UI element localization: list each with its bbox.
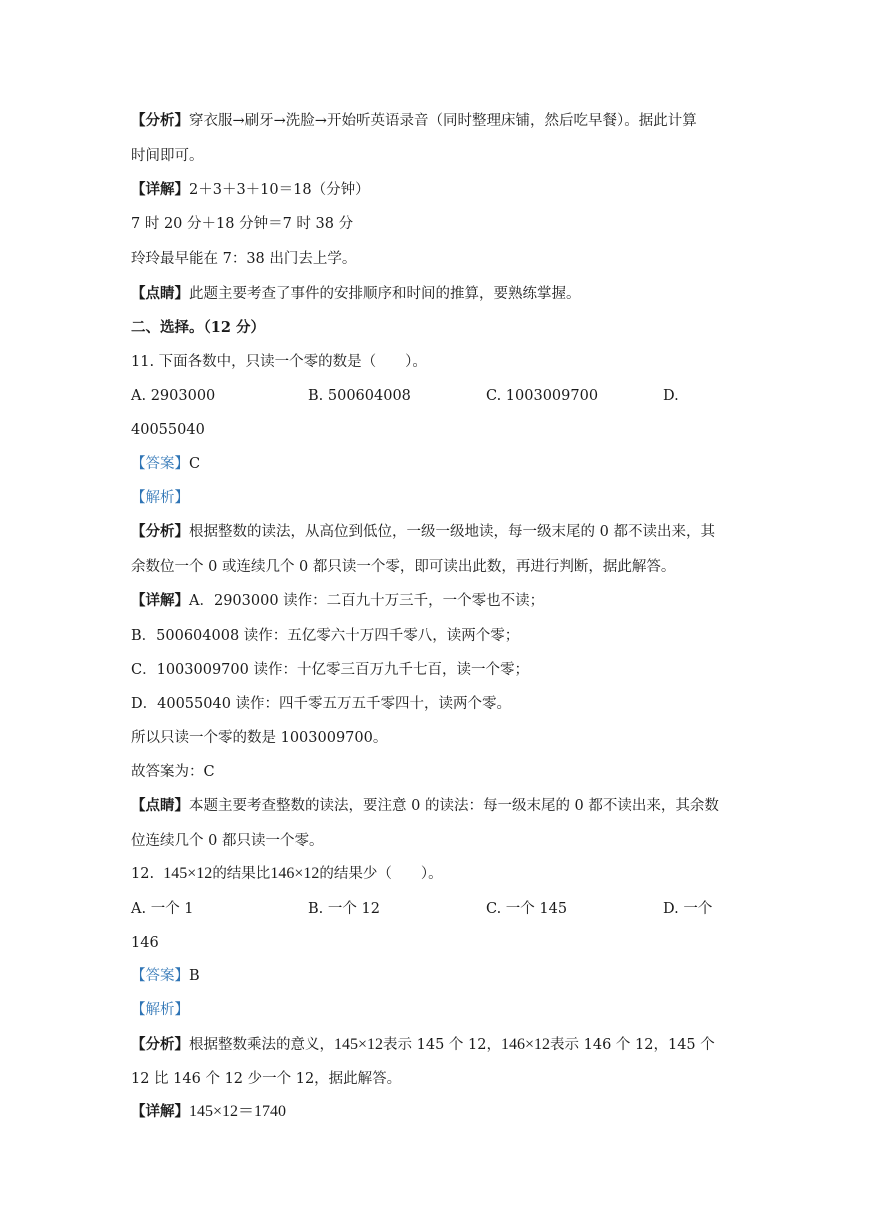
q11-detail-line2: B．500604008 读作：五亿零六十万四千零八，读两个零； — [131, 628, 520, 644]
q10-detail-line3: 玲玲最早能在 7：38 出门去上学。 — [131, 251, 357, 267]
q12-option-d-label: D. 一个 — [663, 901, 713, 917]
analysis-post: 表示 146 个 12，145 个 — [550, 1037, 715, 1053]
q11-option-d-label: D. — [663, 388, 679, 404]
q11-option-d-value: 40055040 — [131, 422, 205, 438]
q11-option-c: C. 1003009700 — [486, 388, 599, 404]
q11-detail-line5: 所以只读一个零的数是 1003009700。 — [131, 730, 388, 746]
detail-text: 2＋3＋3＋10＝18（分钟） — [189, 182, 370, 198]
q12-answer — [131, 966, 200, 986]
answer-value: B — [189, 968, 200, 984]
q12-question — [131, 864, 443, 884]
analysis-text: 穿衣服→刷牙→洗脸→开始听英语录音（同时整理床铺，然后吃早餐）。据此计算 — [189, 113, 697, 129]
q12-detail-line1 — [131, 1102, 286, 1122]
analysis-text: 根据整数的读法，从高位到低位，一级一级地读，每一级末尾的 0 都不读出来，其 — [189, 524, 715, 540]
analysis-mid: 表示 145 个 12， — [383, 1037, 501, 1053]
q11-question: 11. 下面各数中，只读一个零的数是（ ）。 — [131, 354, 427, 370]
q12-tail: 的结果少（ ）。 — [319, 866, 443, 882]
answer-value: C — [189, 456, 201, 472]
answer-tag: 【答案】 — [131, 968, 189, 984]
q12-number: 12. — [131, 866, 155, 882]
q10-detail-line2: 7 时 20 分＋18 分钟＝7 时 38 分 — [131, 216, 354, 232]
q11-detail-line1 — [131, 591, 544, 611]
q12-expr2: 146×12 — [270, 865, 320, 882]
q12-solution-tag: 【解析】 — [131, 1002, 189, 1018]
q11-options — [131, 386, 741, 406]
q12-option-d-value: 146 — [131, 935, 159, 951]
q11-detail-line4: D．40055040 读作：四千零五万五千零四十，读两个零。 — [131, 696, 512, 712]
analysis-tag: 【分析】 — [131, 1036, 189, 1053]
q11-comment-line1 — [131, 796, 719, 816]
analysis-tag: 【分析】 — [131, 112, 189, 129]
detail-tag: 【详解】 — [131, 592, 189, 609]
analysis-expr2: 146×12 — [501, 1036, 551, 1053]
q11-option-a: A. 2903000 — [131, 388, 216, 404]
detail-text: A．2903000 读作：二百九十万三千，一个零也不读； — [189, 593, 545, 609]
q12-analysis-line2: 12 比 146 个 12 少一个 12，据此解答。 — [131, 1071, 402, 1087]
q10-detail-line1 — [131, 180, 370, 200]
q11-detail-line3: C．1003009700 读作：十亿零三百万九千七百，读一个零； — [131, 662, 529, 678]
comment-tag: 【点睛】 — [131, 285, 189, 302]
q11-option-b: B. 500604008 — [308, 388, 411, 404]
q11-detail-line6: 故答案为：C — [131, 764, 215, 780]
analysis-tag: 【分析】 — [131, 523, 189, 540]
comment-text: 此题主要考查了事件的安排顺序和时间的推算，要熟练掌握。 — [189, 286, 581, 302]
q12-analysis-line1 — [131, 1035, 715, 1055]
comment-tag: 【点睛】 — [131, 797, 189, 814]
q11-solution-tag: 【解析】 — [131, 490, 189, 506]
q11-analysis-line2: 余数位一个 0 或连续几个 0 都只读一个零，即可读出此数，再进行判断，据此解答。 — [131, 559, 676, 575]
section-title: 二、选择。（12 分） — [131, 319, 265, 336]
analysis-expr1: 145×12 — [334, 1036, 384, 1053]
comment-text: 本题主要考查整数的读法，要注意 0 的读法：每一级末尾的 0 都不读出来，其余数 — [189, 798, 719, 814]
answer-tag: 【答案】 — [131, 456, 189, 472]
q11-answer — [131, 454, 200, 474]
q11-analysis-line1 — [131, 522, 715, 542]
q12-option-c: C. 一个 145 — [486, 901, 568, 917]
q12-option-b: B. 一个 12 — [308, 901, 380, 917]
detail-expr: 145×12＝1740 — [189, 1103, 287, 1120]
q10-comment-line1 — [131, 284, 581, 304]
q10-analysis-line2: 时间即可。 — [131, 148, 204, 164]
q12-expr1: 145×12 — [163, 865, 213, 882]
detail-tag: 【详解】 — [131, 181, 189, 198]
q12-options — [131, 899, 741, 919]
analysis-pre: 根据整数乘法的意义， — [189, 1037, 334, 1053]
q10-analysis-line1 — [131, 111, 697, 131]
detail-tag: 【详解】 — [131, 1103, 189, 1120]
q11-comment-line2: 位连续几个 0 都只读一个零。 — [131, 833, 324, 849]
q12-mid: 的结果比 — [212, 866, 271, 882]
q12-option-a: A. 一个 1 — [131, 901, 194, 917]
